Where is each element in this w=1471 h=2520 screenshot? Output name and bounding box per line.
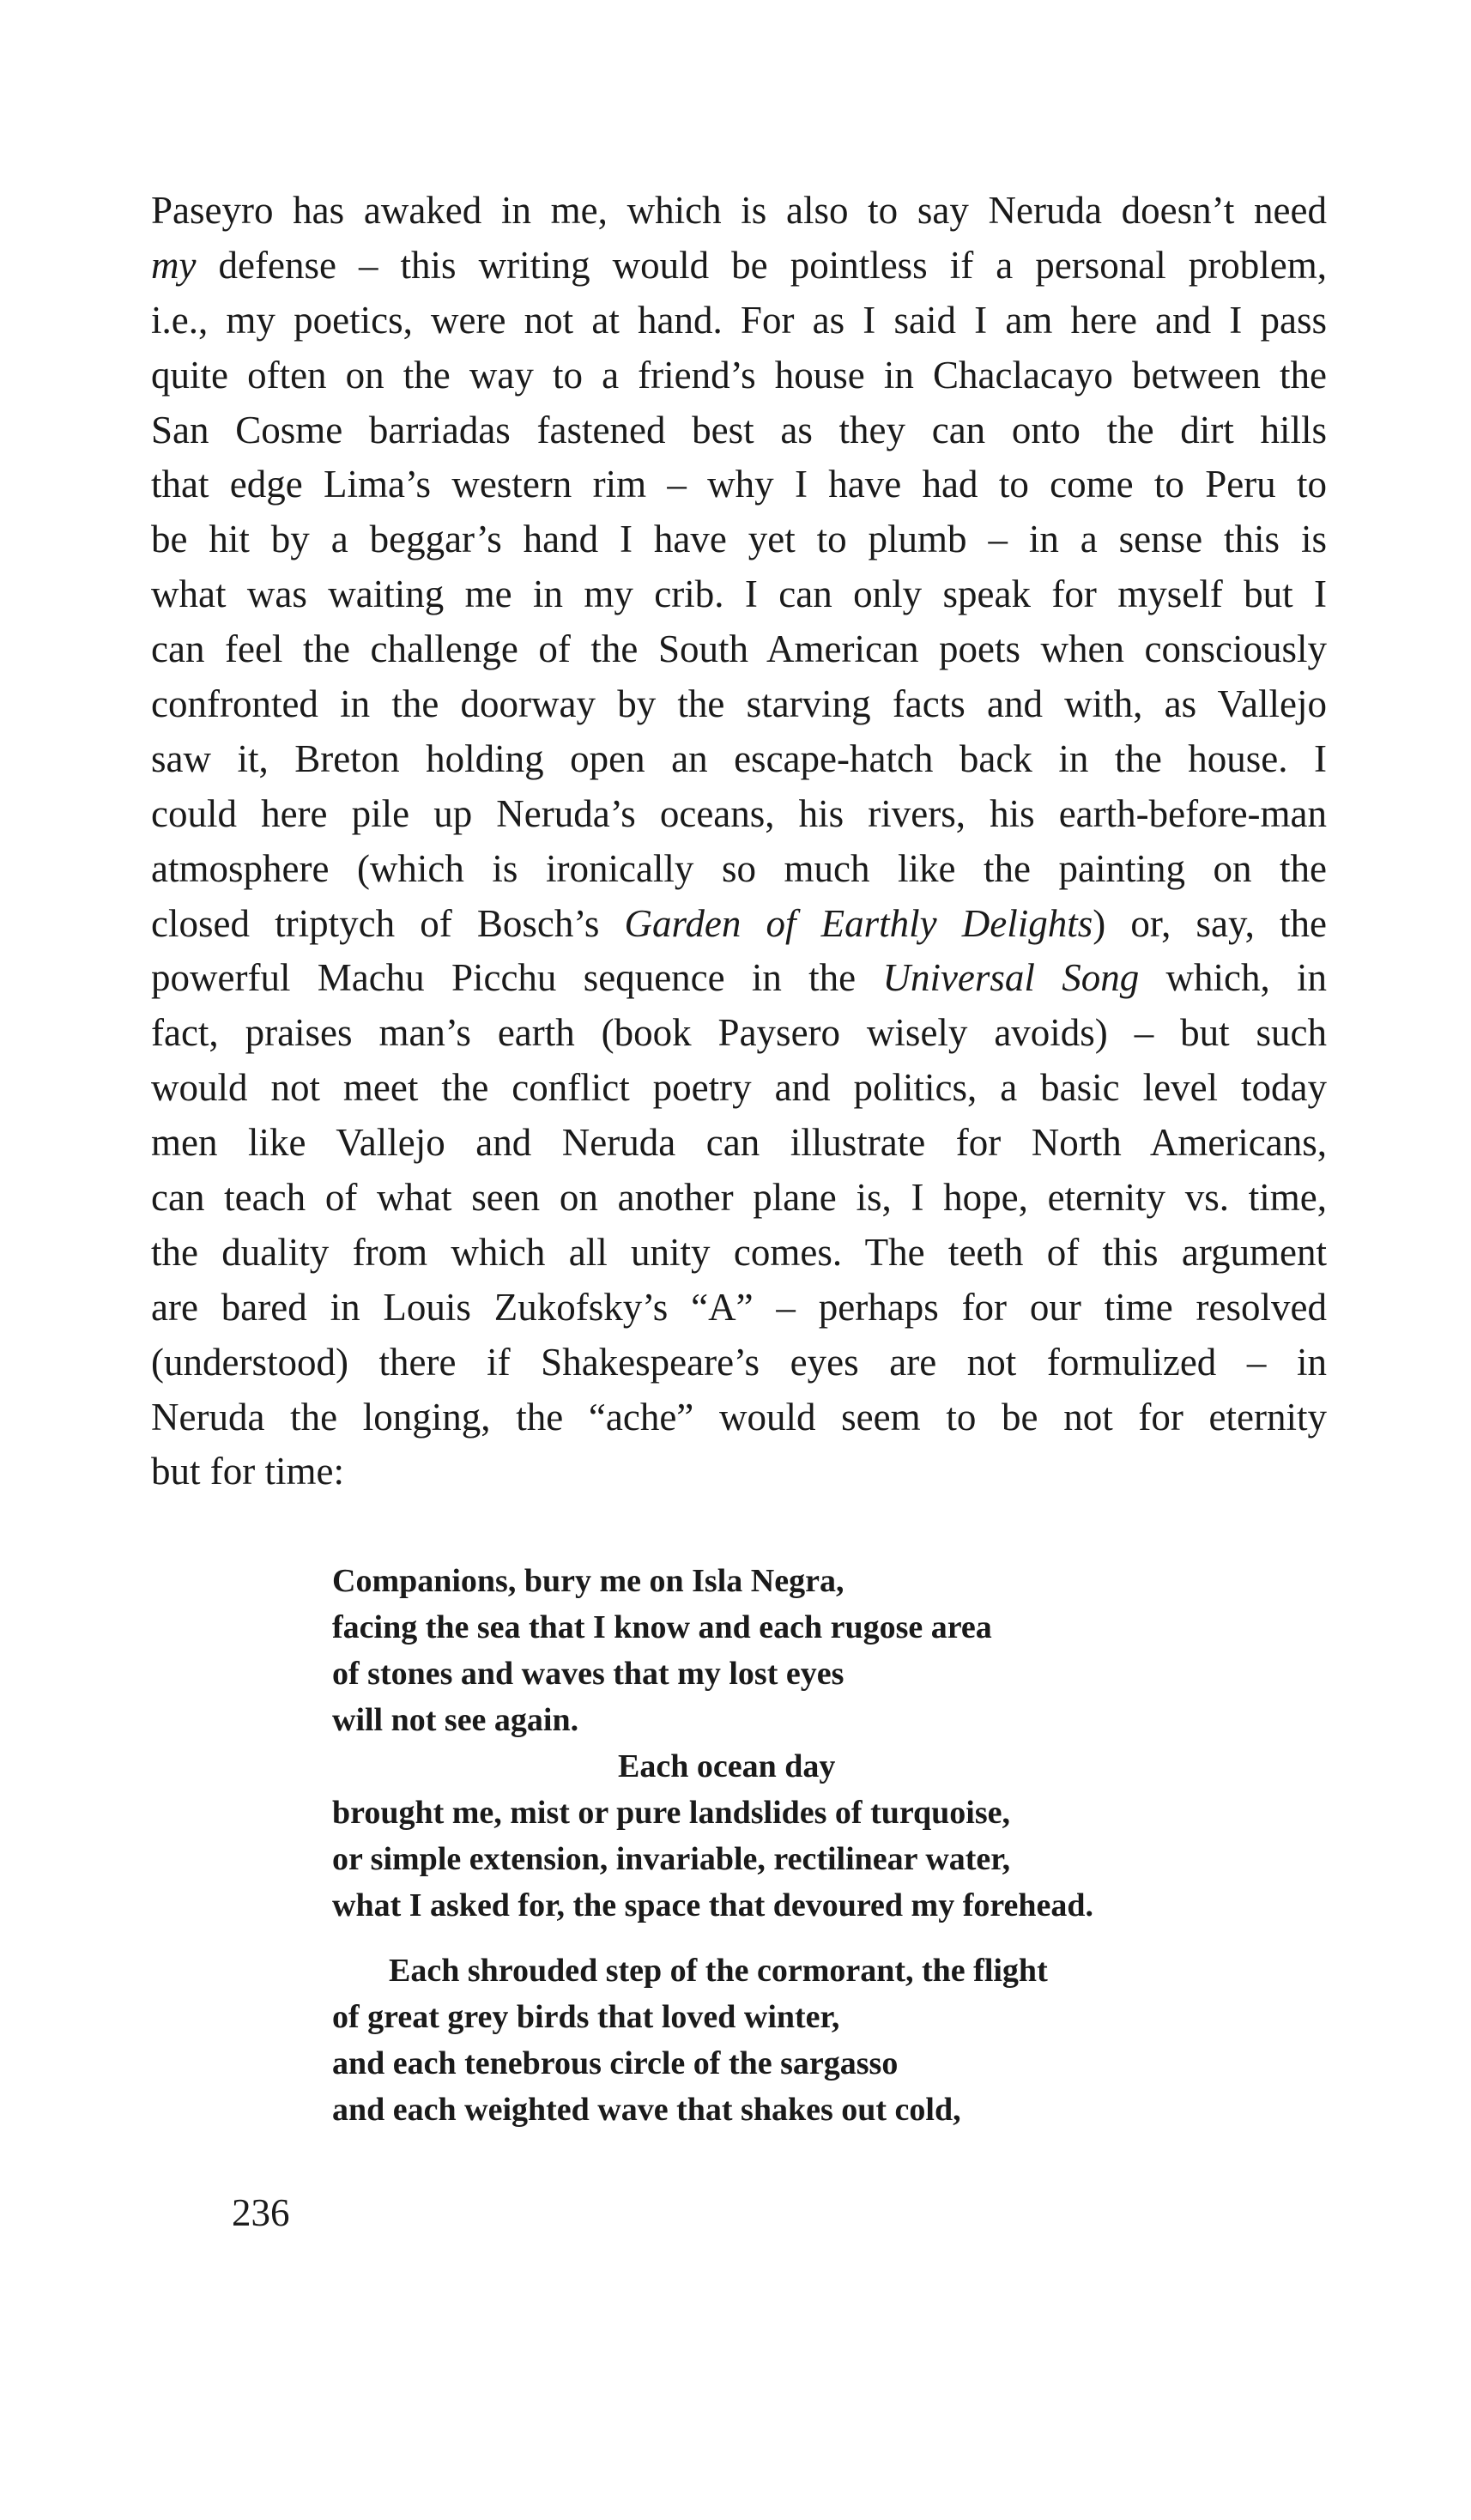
poem-stanza-1 (332, 1558, 1190, 1929)
prose-line: could here pile up Neruda’s oceans, his rivers, his earth-before-man (151, 791, 1327, 835)
prose-line: (understood) there if Shakespeare’s eyes are not formulized – in (151, 1340, 1327, 1384)
prose-line: can feel the challenge of the South American poets when consciously (151, 627, 1327, 671)
poem-stanza-2 (332, 1948, 1190, 2133)
prose-line: quite often on the way to a friend’s house in Chaclacayo between the (151, 353, 1327, 397)
poem-line: Each ocean day (618, 1748, 836, 1784)
prose-line: closed triptych of Bosch’s Garden of Earthly Delights) or, say, the (151, 901, 1327, 945)
prose-line: are bared in Louis Zukofsky’s “A” – perhaps for our time resolved (151, 1285, 1327, 1329)
poem-line: and each weighted wave that shakes out cold, (332, 2092, 961, 2128)
prose-line: San Cosme barriadas fastened best as they can onto the dirt hills (151, 408, 1327, 451)
poem-quotation (332, 1558, 1190, 2133)
prose-line: men like Vallejo and Neruda can illustrate for North Americans, (151, 1121, 1327, 1165)
poem-line: of stones and waves that my lost eyes (332, 1656, 844, 1692)
poem-line: what I asked for, the space that devoured my forehead. (332, 1887, 1094, 1923)
poem-line: and each tenebrous circle of the sargasso (332, 2045, 899, 2081)
poem-line: brought me, mist or pure landslides of turquoise, (332, 1795, 1011, 1831)
prose-line: that edge Lima’s western rim – why I have had to come to Peru to (151, 463, 1327, 506)
prose-line: fact, praises man’s earth (book Paysero wisely avoids) – but such (151, 1011, 1327, 1055)
poem-line: Companions, bury me on Isla Negra, (332, 1563, 844, 1599)
prose-line: i.e., my poetics, were not at hand. For as I said I am here and I pass (151, 298, 1327, 342)
prose-line: saw it, Breton holding open an escape-hatch back in the house. I (151, 736, 1327, 780)
prose-line: would not meet the conflict poetry and politics, a basic level today (151, 1066, 1327, 1110)
prose-paragraph (151, 184, 1327, 1499)
prose-line: my defense – this writing would be pointless if a personal problem, (151, 243, 1327, 287)
prose-line: can teach of what seen on another plane is, I hope, eternity vs. time, (151, 1176, 1327, 1220)
prose-line: but for time: (151, 1450, 344, 1493)
prose-line: what was waiting me in my crib. I can only speak for myself but I (151, 572, 1327, 616)
poem-line: of great grey birds that loved winter, (332, 1999, 840, 2035)
prose-line: Neruda the longing, the “ache” would seem to be not for eternity (151, 1395, 1327, 1439)
prose-line: Paseyro has awaked in me, which is also to say Neruda doesn’t need (151, 189, 1327, 232)
prose-line: confronted in the doorway by the starving facts and with, as Vallejo (151, 682, 1327, 726)
prose-line: atmosphere (which is ironically so much like the painting on the (151, 846, 1327, 890)
poem-line: will not see again. (332, 1702, 579, 1738)
prose-line: be hit by a beggar’s hand I have yet to plumb – in a sense this is (151, 518, 1327, 561)
prose-line: powerful Machu Picchu sequence in the Universal Song which, in (151, 956, 1328, 1000)
prose-line: the duality from which all unity comes. The teeth of this argument (151, 1230, 1327, 1274)
page-number: 236 (232, 2191, 290, 2234)
poem-line: or simple extension, invariable, rectilinear water, (332, 1841, 1011, 1877)
poem-line: Each shrouded step of the cormorant, the flight (389, 1953, 1048, 1989)
poem-line: facing the sea that I know and each rugose area (332, 1609, 992, 1645)
